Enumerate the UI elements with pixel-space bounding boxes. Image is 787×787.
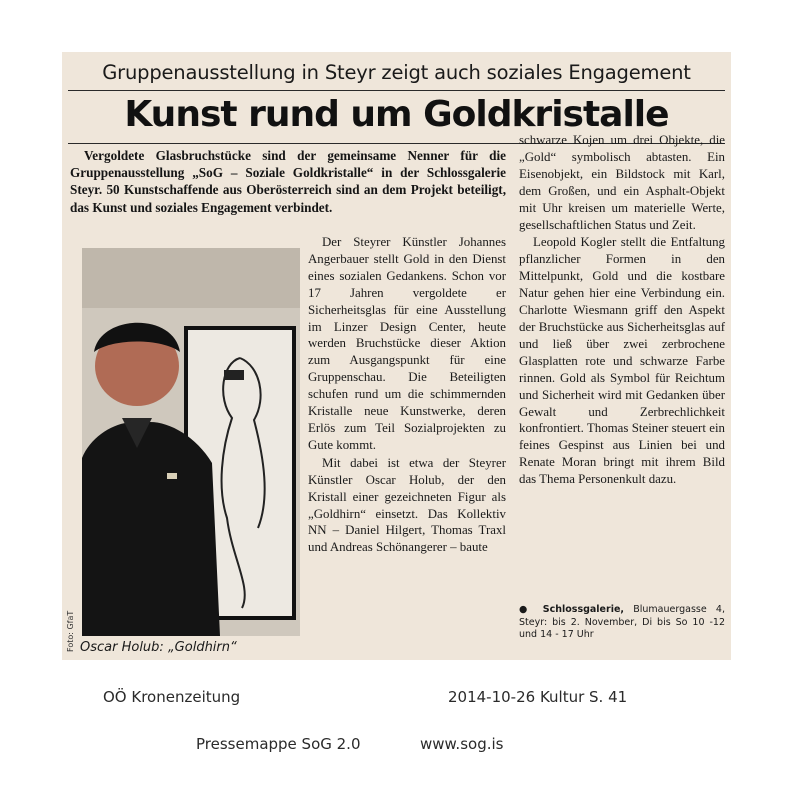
article-column-right xyxy=(519,132,725,488)
body-paragraph: Der Steyrer Künstler Johannes Angerbauer stellt Gold in den Dienst eines sozialen Gedankens. Schon vor 17 Jahren vergoldete er Sicherheitsglas für eine Ausstellung im Linzer Design Center, heute werden Bruchstücke dieser Aktion zum Ausgangspunkt für eine Gruppenschau. Die Beteiligten schufen rund um die schimmernden Kristalle neue Kunstwerke, deren Erlös zum Teil Sozialprojekten zu Gute kommt. xyxy=(308,235,506,452)
photo-illustration xyxy=(82,248,300,636)
bullet-icon: ● xyxy=(519,604,534,615)
body-paragraph: Mit dabei ist etwa der Steyrer Künstler Oscar Holub, der den Kristall einer gezeichneten Figur als „Goldhirn“ einsetzt. Das Kollektiv NN – Daniel Hilgert, Thomas Traxl und Andreas Schönangerer – baute xyxy=(308,455,506,555)
footer-date-section: 2014-10-26 Kultur S. 41 xyxy=(448,688,628,706)
footer-press-kit: Pressemappe SoG 2.0 xyxy=(196,735,361,753)
article-column-middle xyxy=(308,234,506,556)
venue-details: Blumauergasse 4, Steyr: bis 2. November, Di bis So 10 -12 und 14 - 17 Uhr xyxy=(519,604,725,640)
main-headline: Kunst rund um Goldkristalle xyxy=(124,94,669,135)
footer-source: OÖ Kronenzeitung xyxy=(103,688,241,706)
venue-name: Schlossgalerie, xyxy=(542,604,624,615)
photo-caption: Oscar Holub: „Goldhirn“ xyxy=(80,640,237,655)
exhibition-info xyxy=(519,604,725,642)
newspaper-clipping xyxy=(62,52,731,660)
artist-photo xyxy=(82,248,300,636)
headline-rule-top xyxy=(68,90,725,91)
photo-credit: Foto: GfaT xyxy=(66,610,75,652)
lead-paragraph: Vergoldete Glasbruchstücke sind der gemeinsame Nenner für die Gruppenausstellung „SoG – Soziale Goldkristalle“ in der Schlossgalerie Steyr. 50 Kunstschaffende aus Oberösterreich sind an dem Projekt beteiligt, das Kunst und soziales Engagement verbindet. xyxy=(70,148,506,215)
body-paragraph: schwarze Kojen um drei Objekte, die „Gold“ symbolisch abtasten. Ein Eisenobjekt, ein Bildstock mit Karl, dem Großen, und ein Asphalt-Objekt mit Uhr kreisen um materielle Werte, gesellschaftlichen Status und Zeit. xyxy=(519,133,725,232)
kicker-headline: Gruppenausstellung in Steyr zeigt auch soziales Engagement xyxy=(102,61,691,84)
footer-url[interactable]: www.sog.is xyxy=(420,735,504,753)
body-paragraph: Leopold Kogler stellt die Entfaltung pflanzlicher Formen in den Mittelpunkt, Gold und die kostbare Natur gehen hier eine Verbindung ein. Charlotte Wiesmann griff den Aspekt der Bruchstücke aus Sicherheitsglas auf und ließ über zwei zerbrochene Glasplatten rote und schwarze Farbe rinnen. Gold als Symbol für Reichtum und Sicherheit wird mit Gedanken über Gewalt und Zerbrechlichkeit konfrontiert. Thomas Steiner steuert ein feines Gespinst aus Linien bei und Renate Moran bringt mit ihrem Bild das Thema Personenkult dazu. xyxy=(519,235,725,487)
